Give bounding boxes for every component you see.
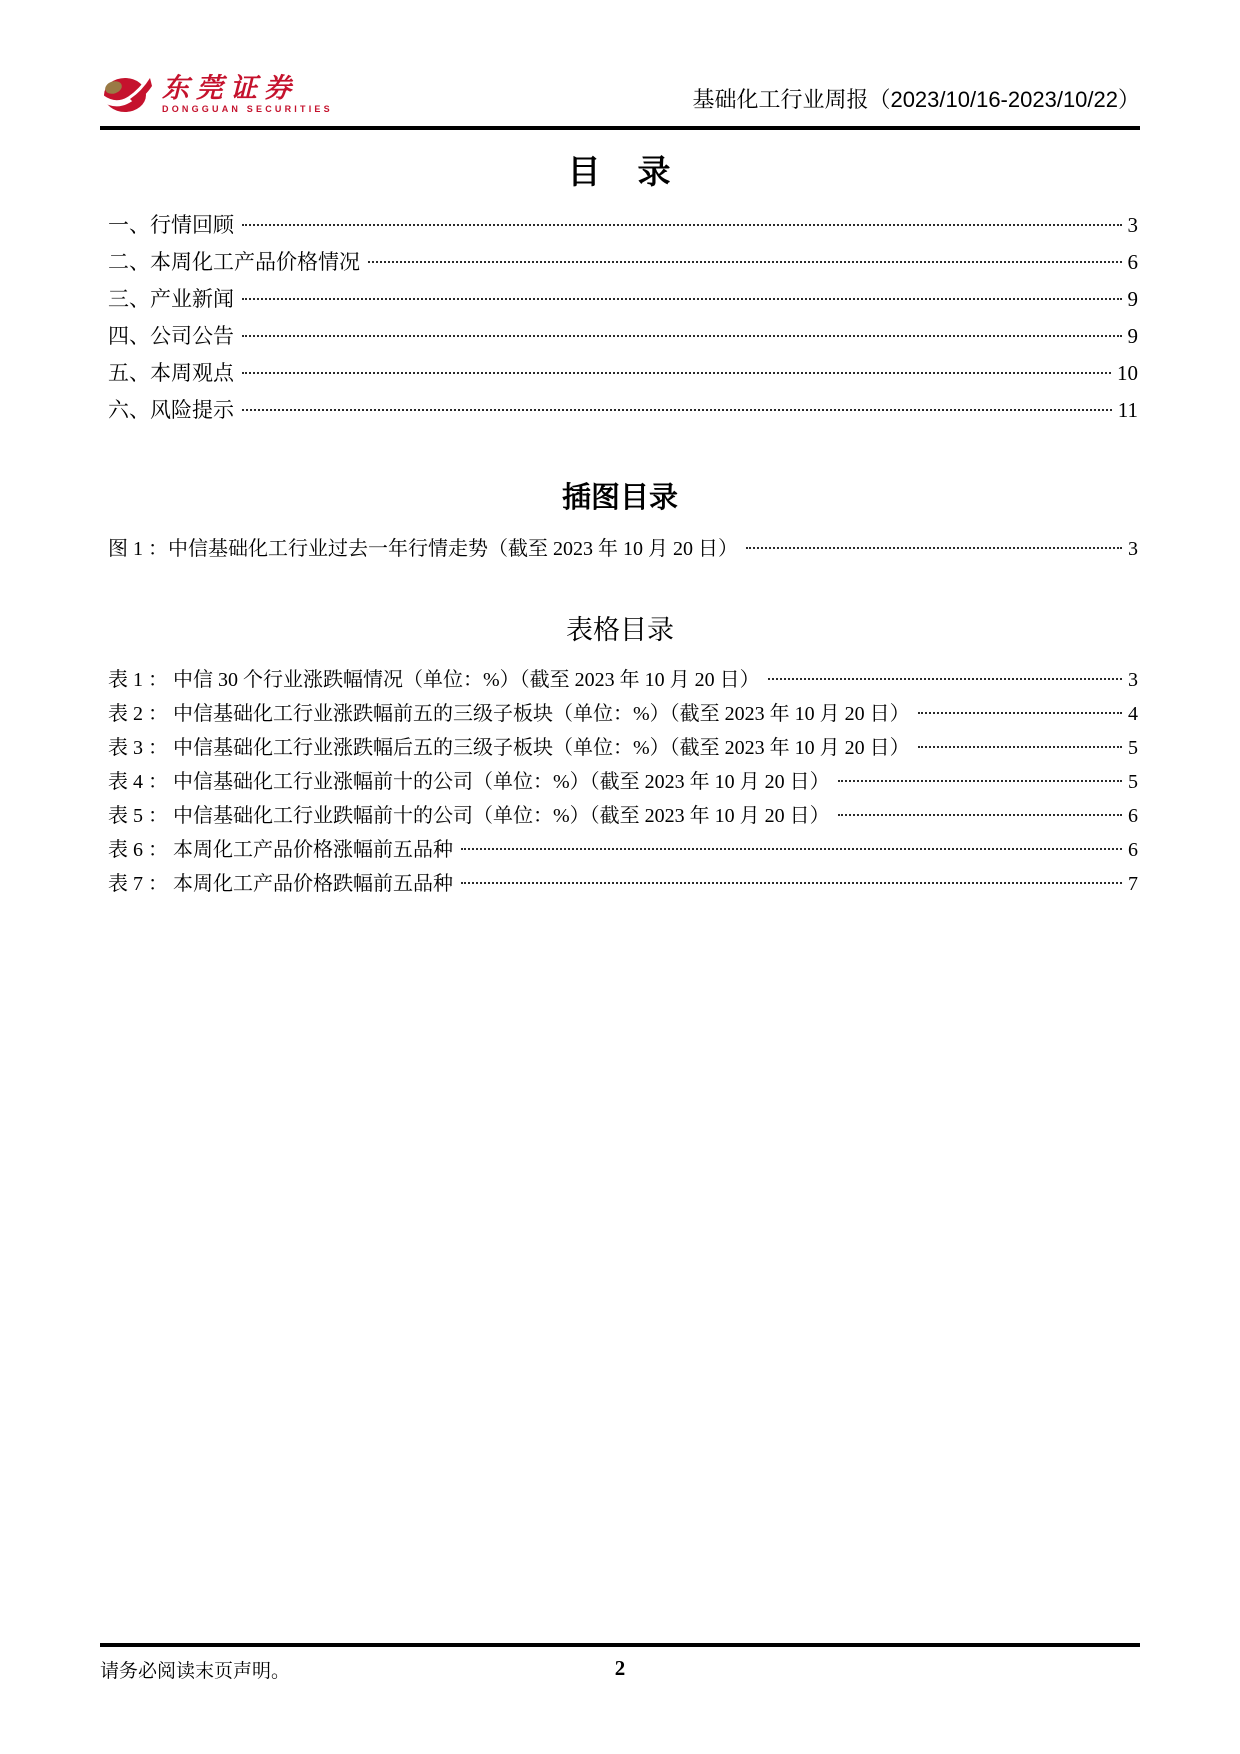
- dotted-leader: [461, 848, 1122, 850]
- dotted-leader: [918, 746, 1122, 748]
- table-item-label: 表 3 ： 中信基础化工行业涨跌幅后五的三级子板块（单位：%）（截至 2023 年 10 月 20 日）: [108, 737, 910, 759]
- table-item-7[interactable]: [108, 867, 1138, 901]
- table-item-label: 表 7 ： 本周化工产品价格跌幅前五品种: [108, 873, 453, 895]
- dotted-leader: [242, 372, 1111, 374]
- table-item-page: 6: [1128, 805, 1138, 827]
- tables-section-title: 表格目录: [566, 615, 674, 645]
- figure-item-label: 图 1 ：中信基础化工行业过去一年行情走势（截至 2023 年 10 月 20 日）: [108, 538, 738, 560]
- toc-item-page: 9: [1127, 287, 1138, 311]
- table-item-label: 表 2 ： 中信基础化工行业涨跌幅前五的三级子板块（单位：%）（截至 2023 年 10 月 20 日）: [108, 703, 910, 725]
- toc-item-industry-news[interactable]: [108, 281, 1138, 318]
- toc-item-label: 三、产业新闻: [108, 287, 234, 311]
- table-item-2[interactable]: [108, 697, 1138, 731]
- table-of-contents: [100, 140, 1140, 901]
- dotted-leader: [242, 409, 1112, 411]
- footer-disclaimer: 请务必阅读末页声明。: [100, 1661, 291, 1682]
- table-item-3[interactable]: [108, 731, 1138, 765]
- toc-section-title: 目 录: [567, 153, 673, 190]
- table-item-label: 表 1 ： 中信 30 个行业涨跌幅情况（单位：%）（截至 2023 年 10 月 20 日）: [108, 669, 760, 691]
- toc-item-weekly-view[interactable]: [108, 355, 1138, 392]
- page-footer: [100, 1643, 1140, 1683]
- toc-item-page: 10: [1117, 361, 1138, 385]
- table-item-page: 7: [1128, 873, 1138, 895]
- dongguan-logo-icon: [100, 72, 152, 116]
- logo-chinese-name: 东莞证券: [162, 72, 298, 103]
- report-title: 基础化工行业周报（2023/10/16-2023/10/22）: [692, 87, 1140, 112]
- dotted-leader: [242, 298, 1122, 300]
- footer-page-number: 2: [614, 1656, 626, 1680]
- toc-item-page: 11: [1117, 398, 1138, 422]
- logo-english-name: DONGGUAN SECURITIES: [162, 103, 333, 114]
- dotted-leader: [838, 780, 1122, 782]
- figure-item-page: 3: [1128, 538, 1138, 560]
- table-item-label: 表 5 ： 中信基础化工行业跌幅前十的公司（单位：%）（截至 2023 年 10 月 20 日）: [108, 805, 830, 827]
- toc-item-company-announcements[interactable]: [108, 318, 1138, 355]
- toc-item-page: 3: [1127, 213, 1138, 237]
- dotted-leader: [838, 814, 1122, 816]
- tables-list: [100, 663, 1140, 901]
- table-item-page: 3: [1128, 669, 1138, 691]
- table-item-1[interactable]: [108, 663, 1138, 697]
- toc-item-product-prices[interactable]: [108, 244, 1138, 281]
- table-item-page: 4: [1128, 703, 1138, 725]
- dotted-leader: [768, 678, 1122, 680]
- toc-list: [100, 207, 1140, 429]
- dotted-leader: [242, 224, 1122, 226]
- table-item-label: 表 6 ： 本周化工产品价格涨幅前五品种: [108, 839, 453, 861]
- dotted-leader: [368, 261, 1122, 263]
- dotted-leader: [918, 712, 1122, 714]
- toc-item-page: 9: [1127, 324, 1138, 348]
- toc-item-page: 6: [1127, 250, 1138, 274]
- table-item-label: 表 4 ： 中信基础化工行业涨幅前十的公司（单位：%）（截至 2023 年 10 月 20 日）: [108, 771, 830, 793]
- page-header: [100, 72, 1140, 130]
- table-item-page: 5: [1128, 771, 1138, 793]
- toc-item-label: 一、行情回顾: [108, 213, 234, 237]
- table-item-page: 6: [1128, 839, 1138, 861]
- dotted-leader: [242, 335, 1122, 337]
- figures-section-title: 插图目录: [561, 482, 678, 514]
- figure-item-1[interactable]: [108, 532, 1138, 566]
- toc-item-label: 四、公司公告: [108, 324, 234, 348]
- logo-text: [162, 72, 333, 114]
- dotted-leader: [746, 547, 1122, 549]
- figures-list: [100, 532, 1140, 566]
- toc-item-risk-warning[interactable]: [108, 392, 1138, 429]
- table-item-4[interactable]: [108, 765, 1138, 799]
- table-item-6[interactable]: [108, 833, 1138, 867]
- dongguan-securities-logo: [100, 72, 333, 116]
- toc-item-label: 六、风险提示: [108, 398, 234, 422]
- toc-item-market-review[interactable]: [108, 207, 1138, 244]
- dotted-leader: [461, 882, 1122, 884]
- toc-item-label: 二、本周化工产品价格情况: [108, 250, 360, 274]
- toc-item-label: 五、本周观点: [108, 361, 234, 385]
- table-item-5[interactable]: [108, 799, 1138, 833]
- table-item-page: 5: [1128, 737, 1138, 759]
